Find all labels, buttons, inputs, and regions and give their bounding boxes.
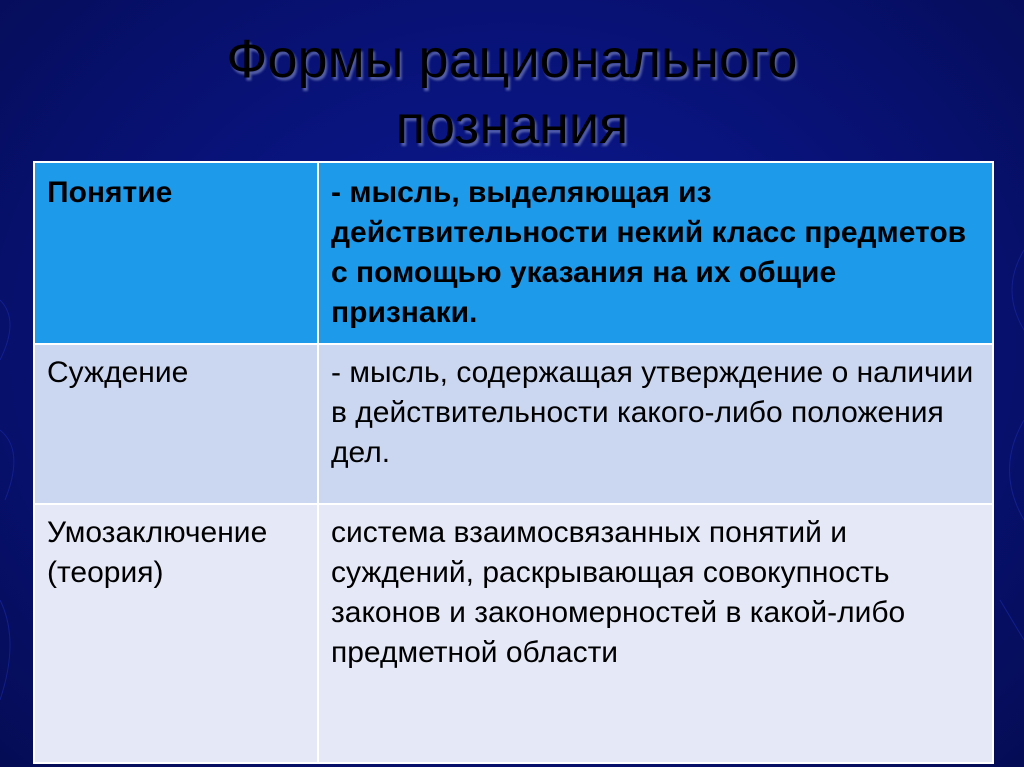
table-row bbox=[34, 344, 993, 504]
slide-title-line-2: познания bbox=[395, 95, 629, 155]
definition-cell: система взаимосвязанных понятий и суждений, раскрывающая совокупность законов и закономерностей в какой-либо предметной области bbox=[318, 504, 993, 763]
forms-table bbox=[33, 161, 994, 764]
slide-title-line-1: Формы рационального bbox=[226, 29, 798, 89]
table-row bbox=[34, 504, 993, 763]
definition-cell: - мысль, содержащая утверждение о наличии в действительности какого-либо положения дел. bbox=[318, 344, 993, 504]
slide-title bbox=[0, 26, 1024, 158]
term-cell: Умозаключение (теория) bbox=[34, 504, 318, 763]
term-cell: Суждение bbox=[34, 344, 318, 504]
table-row bbox=[34, 162, 993, 344]
definition-cell: - мысль, выделяющая из действительности некий класс предметов с помощью указания на их общие признаки. bbox=[318, 162, 993, 344]
term-cell: Понятие bbox=[34, 162, 318, 344]
